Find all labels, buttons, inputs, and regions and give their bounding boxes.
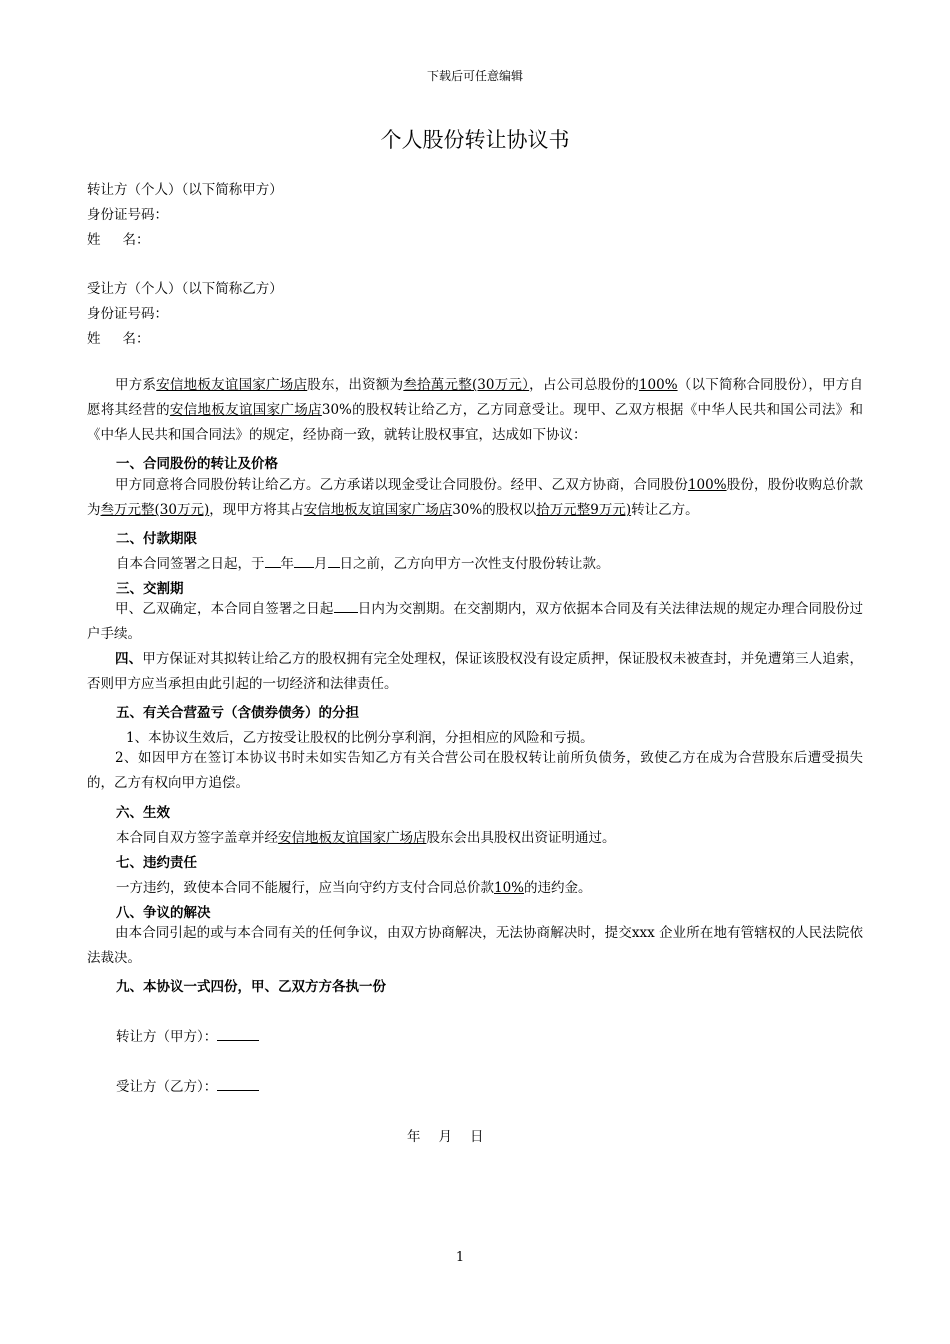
date-year: 年 [407, 1129, 421, 1145]
section-7-title: 七、违约责任 [116, 855, 197, 871]
intro-store-name-2: 安信地板友谊国家广场店 [169, 402, 322, 418]
intro-store-name: 安信地板友谊国家广场店 [156, 377, 308, 393]
s2-text-1: 自本合同签署之日起，于 [116, 556, 265, 572]
party-a-name-label [87, 228, 150, 248]
intro-paragraph [87, 373, 863, 448]
section-6-title: 六、生效 [116, 805, 170, 821]
s2-month: 月 [314, 556, 328, 572]
section-3-body [87, 597, 863, 647]
s2-year: 年 [280, 556, 294, 572]
party-b-name-label [87, 327, 150, 347]
section-5-title: 五、有关合营盈亏（含债券债务）的分担 [116, 705, 359, 721]
s1-text-5: 转让乙方。 [631, 502, 699, 518]
s6-text-2: 股东会出具股权出资证明通过。 [426, 830, 616, 846]
day-blank[interactable] [328, 553, 340, 568]
year-blank[interactable] [265, 553, 281, 568]
signature-party-a-line[interactable] [217, 1026, 259, 1041]
section-1-title: 一、合同股份的转让及价格 [116, 456, 278, 472]
section-6-body [116, 826, 616, 846]
section-7-body [116, 876, 592, 896]
party-b-name-char1: 姓 [87, 331, 101, 347]
intro-text-2: 股东，出资额为 [307, 377, 404, 393]
s1-text-4: 30%的股权以 [452, 502, 537, 518]
date-day: 日 [470, 1129, 484, 1145]
s1-text-1: 甲方同意将合同股份转让给乙方。乙方承诺以现金受让合同股份。经甲、乙双方协商，合同股份 [115, 477, 688, 493]
intro-share: 100% [638, 377, 678, 393]
date-month: 月 [438, 1129, 452, 1145]
section-4-body [87, 647, 863, 697]
signature-party-b-label: 受让方（乙方）： [116, 1079, 218, 1095]
s6-store-name: 安信地板友谊国家广场店 [278, 830, 427, 846]
party-b-id-label: 身份证号码： [87, 306, 168, 322]
month-blank[interactable] [294, 553, 314, 568]
section-2-body [116, 552, 610, 572]
section-8-title: 八、争议的解决 [116, 905, 211, 921]
party-b-name-char2: 名： [122, 331, 150, 347]
section-5-item-2: 2、如因甲方在签订本协议书时未如实告知乙方有关合营公司在股权转让前所负债务，致使乙方在成为合营股东后遭受损失的，乙方有权向甲方追偿。 [87, 750, 863, 791]
s7-text-2: 的违约金。 [524, 880, 592, 896]
intro-text-5: 30%的股权转让给乙方，乙方同意受让。现甲、乙双方根据《中华人民共和国公司法》和《中华人民共和国合同法》的规定，经协商一致，就转让股权事宜，达成如下协议： [87, 402, 864, 443]
s1-price-2: 拾万元整9万元) [536, 502, 632, 518]
signature-party-b-line[interactable] [217, 1076, 259, 1091]
s1-store-name: 安信地板友谊国家广场店 [303, 502, 453, 518]
s7-rate: 10% [494, 880, 525, 896]
s1-share: 100% [687, 477, 727, 493]
section-8-body: 由本合同引起的或与本合同有关的任何争议，由双方协商解决，无法协商解决时，提交xxx 企业所在地有管辖权的人民法院依法裁决。 [87, 925, 863, 966]
section-3-title: 三、交割期 [116, 581, 184, 597]
signature-party-a [116, 1025, 259, 1045]
s1-text-2: 股份，股份收购总价款为 [87, 477, 863, 518]
s1-price: 叁万元整(30万元) [100, 502, 210, 518]
days-blank[interactable] [334, 598, 358, 613]
document-title: 个人股份转让协议书 [380, 128, 570, 152]
date-line [407, 1125, 484, 1145]
section-2-title: 二、付款期限 [116, 531, 197, 547]
s3-text-2: 日内为交割期。在交割期内，双方依据本合同及有关法律法规的规定办理合同股份过户手续。 [87, 601, 864, 642]
section-1-body [87, 473, 863, 523]
party-a-name-char1: 姓 [87, 232, 101, 248]
s1-text-3: ，现甲方将其占 [209, 502, 304, 518]
party-a-heading: 转让方（个人）（以下简称甲方） [87, 182, 283, 198]
section-5-item-1: 1、本协议生效后，乙方按受让股权的比例分享利润，分担相应的风险和亏损。 [126, 730, 594, 746]
s7-text-1: 一方违约，致使本合同不能履行，应当向守约方支付合同总价款 [116, 880, 494, 896]
intro-text-4: （以下简称合同股份），甲方自愿将其经营的 [87, 377, 864, 418]
s3-text-1: 甲、乙双确定，本合同自签署之日起 [115, 601, 334, 617]
intro-text-1: 甲方系 [115, 377, 157, 393]
page-number: 1 [455, 1250, 465, 1265]
party-a-name-char2: 名： [122, 232, 150, 248]
s2-text-4: 日之前，乙方向甲方一次性支付股份转让款。 [339, 556, 610, 572]
s6-text-1: 本合同自双方签字盖章并经 [116, 830, 278, 846]
section-4-title: 四、 [115, 651, 143, 667]
section-9-title: 九、本协议一式四份，甲、乙双方方各执一份 [116, 979, 386, 995]
s4-text: 甲方保证对其拟转让给乙方的股权拥有完全处理权，保证该股权没有设定质押，保证股权未被查封，并免遭第三人追索，否则甲方应当承担由此引起的一切经济和法律责任。 [87, 651, 864, 692]
party-a-id-label: 身份证号码： [87, 207, 168, 223]
intro-capital: 叁拾萬元整(30万元） [403, 377, 530, 393]
signature-party-b [116, 1075, 259, 1095]
intro-text-3: ，占公司总股份的 [529, 377, 639, 393]
header-note: 下载后可任意编辑 [426, 69, 523, 83]
party-b-heading: 受让方（个人）（以下简称乙方） [87, 281, 283, 297]
signature-party-a-label: 转让方（甲方）： [116, 1029, 218, 1045]
